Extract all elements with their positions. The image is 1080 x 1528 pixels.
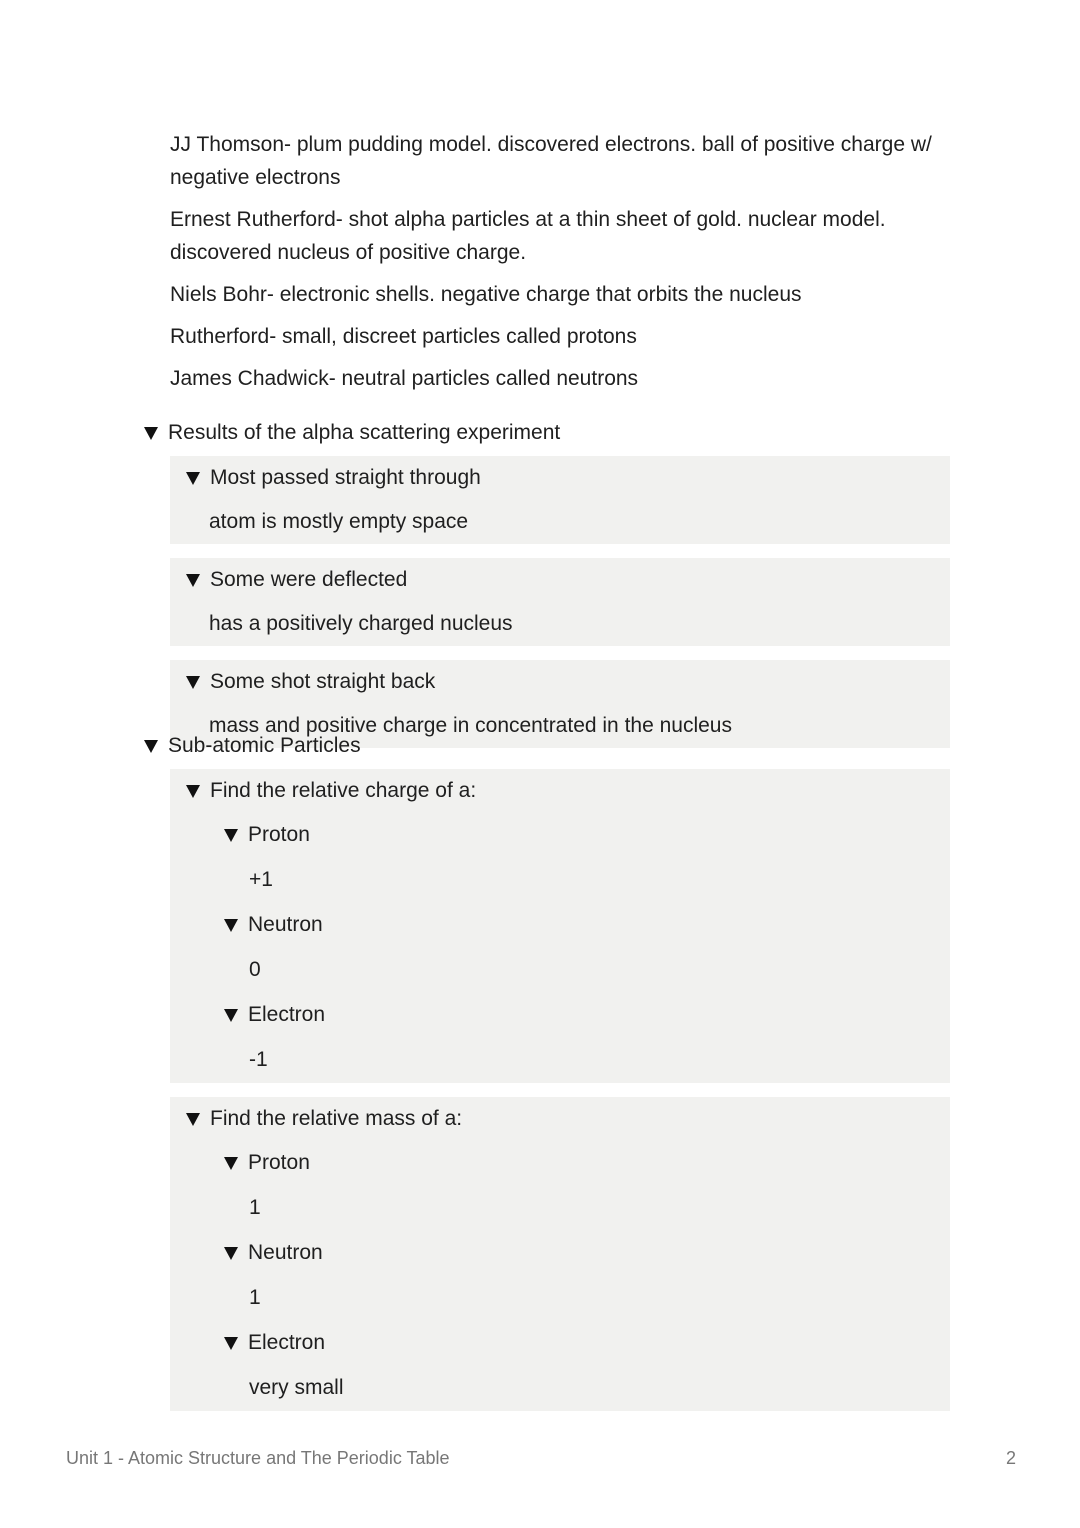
note-rutherford-protons: Rutherford- small, discreet particles called protons [170,325,637,348]
alpha-result-body: mass and positive charge in concentrated in the nucleus [209,714,732,737]
particle-name: Neutron [248,913,323,936]
note-bohr: Niels Bohr- electronic shells. negative charge that orbits the nucleus [170,283,802,306]
particle-name: Electron [248,1003,326,1026]
footer-title: Unit 1 - Atomic Structure and The Periodic Table [66,1448,450,1468]
alpha-scattering-section [144,410,950,762]
particle-name: Neutron [248,1241,323,1264]
intro-notes [170,128,960,404]
triangle-down-icon [224,1337,238,1350]
relative-charge-block [170,769,950,1083]
relative-mass-block [170,1097,950,1411]
alpha-result-body: atom is mostly empty space [209,510,469,533]
triangle-down-icon [144,427,158,440]
alpha-scattering-heading: Results of the alpha scattering experiment [168,421,561,444]
alpha-result-title: Most passed straight through [210,466,481,489]
note-rutherford-nucleus: Ernest Rutherford- shot alpha particles at a thin sheet of gold. nuclear model. discovered nucleus of positive charge. [170,208,886,264]
relative-charge-title: Find the relative charge of a: [210,779,477,802]
triangle-down-icon [144,740,158,753]
mass-list [186,1141,950,1411]
particle-value: 0 [249,958,261,981]
particle-toggle[interactable] [224,1141,950,1185]
triangle-down-icon [224,1157,238,1170]
triangle-down-icon [186,785,200,798]
alpha-result-title: Some shot straight back [210,670,436,693]
particle-value: very small [249,1376,344,1399]
triangle-down-icon [186,472,200,485]
particle-value: 1 [249,1286,261,1309]
charge-list [186,813,950,1083]
triangle-down-icon [186,1113,200,1126]
triangle-down-icon [186,676,200,689]
triangle-down-icon [224,1009,238,1022]
alpha-result-body: has a positively charged nucleus [209,612,513,635]
particle-toggle[interactable] [224,1231,950,1275]
alpha-result-block [170,456,950,544]
page-number: 2 [1005,1448,1016,1468]
subatomic-heading: Sub-atomic Particles [168,734,361,757]
particle-name: Proton [248,1151,310,1174]
subatomic-section [144,723,950,1425]
alpha-result-block [170,558,950,646]
alpha-result-toggle[interactable] [186,456,950,500]
triangle-down-icon [224,829,238,842]
relative-mass-title: Find the relative mass of a: [210,1107,463,1130]
alpha-result-title: Some were deflected [210,568,408,591]
particle-value: +1 [249,868,273,891]
particle-name: Electron [248,1331,326,1354]
subatomic-toggle[interactable] [144,723,950,769]
relative-mass-toggle[interactable] [186,1097,950,1141]
note-chadwick: James Chadwick- neutral particles called neutrons [170,367,639,390]
alpha-result-toggle[interactable] [186,558,950,602]
particle-toggle[interactable] [224,1321,950,1365]
particle-value: 1 [249,1196,261,1219]
triangle-down-icon [224,919,238,932]
particle-toggle[interactable] [224,993,950,1037]
particle-name: Proton [248,823,310,846]
note-thomson: JJ Thomson- plum pudding model. discovered electrons. ball of positive charge w/ negative electrons [170,133,932,189]
triangle-down-icon [224,1247,238,1260]
page-footer [66,1448,1016,1469]
alpha-scattering-toggle[interactable] [144,410,950,456]
alpha-result-toggle[interactable] [186,660,950,704]
triangle-down-icon [186,574,200,587]
particle-value: -1 [249,1048,268,1071]
relative-charge-toggle[interactable] [186,769,950,813]
particle-toggle[interactable] [224,813,950,857]
particle-toggle[interactable] [224,903,950,947]
